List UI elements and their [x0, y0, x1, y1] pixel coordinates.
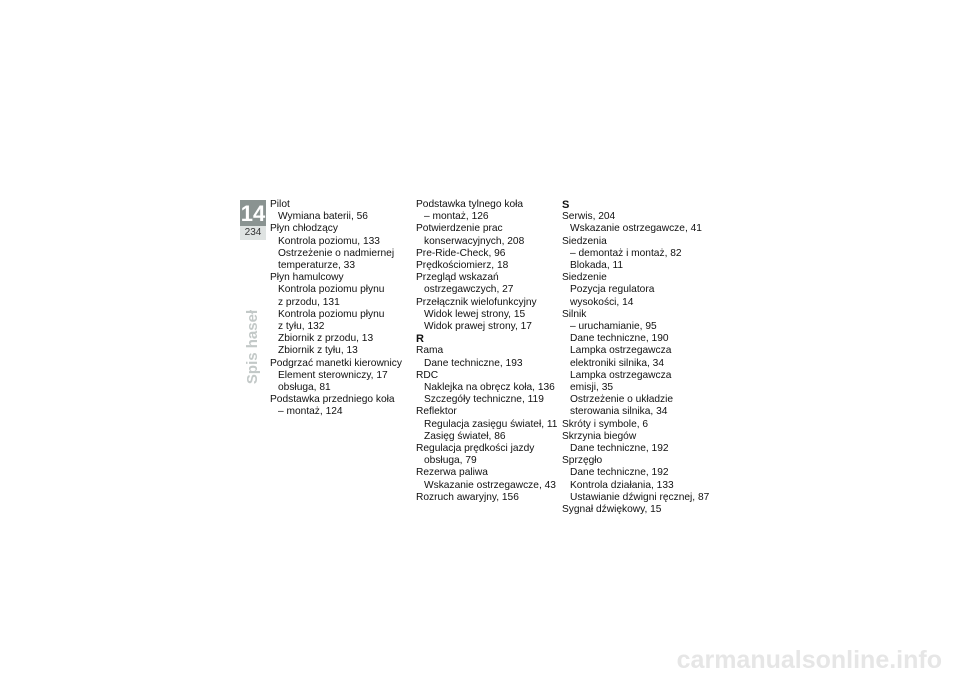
index-subentry: Ustawianie dźwigni ręcznej, 87	[570, 491, 710, 503]
index-entry: RDC	[416, 369, 439, 381]
index-subentry: Wskazanie ostrzegawcze, 43	[424, 479, 556, 491]
index-entry: Skróty i symbole, 6	[562, 418, 649, 430]
index-subentry: Kontrola poziomu, 133	[278, 235, 380, 247]
page-number: 234	[240, 226, 266, 240]
index-letter-heading: S	[562, 199, 570, 211]
index-subentry: Blokada, 11	[570, 260, 624, 272]
index-entry: Siedzenie	[562, 272, 607, 284]
index-subentry: Naklejka na obręcz koła, 136	[424, 382, 555, 394]
index-subentry: Kontrola poziomu płynu	[278, 284, 385, 296]
index-letter-heading: R	[416, 333, 424, 346]
index-entry: Potwierdzenie prac	[416, 223, 503, 235]
index-entry: Płyn hamulcowy	[270, 272, 344, 284]
chapter-tab	[240, 200, 266, 227]
index-subentry: wysokości, 14	[570, 296, 634, 308]
index-subentry: z tyłu, 132	[278, 321, 325, 333]
index-subentry: konserwacyjnych, 208	[424, 235, 525, 247]
index-column-2	[416, 199, 566, 504]
index-subentry: Dane techniczne, 190	[570, 333, 669, 345]
index-subentry: emisji, 35	[570, 382, 614, 394]
index-subentry: Ostrzeżenie o układzie	[570, 394, 674, 406]
index-entry: Podstawka tylnego koła	[416, 199, 524, 210]
index-subentry: Pozycja regulatora	[570, 284, 655, 296]
index-entry: Reflektor	[416, 406, 457, 418]
index-entry: Przełącznik wielofunkcyjny	[416, 296, 537, 308]
index-entry: Regulacja prędkości jazdy	[416, 443, 535, 455]
index-column-3	[562, 199, 712, 516]
index-entry: Sygnał dźwiękowy, 15	[562, 504, 662, 516]
watermark: carmanualsonline.info	[676, 646, 942, 674]
index-subentry: sterowania silnika, 34	[570, 406, 668, 418]
index-subentry: Dane techniczne, 192	[570, 467, 669, 479]
section-title-vertical	[241, 309, 263, 385]
index-subentry: Szczegóły techniczne, 119	[424, 394, 544, 406]
index-subentry: elektroniki silnika, 34	[570, 357, 664, 369]
index-subentry: – uruchamianie, 95	[570, 321, 657, 333]
index-subentry: – demontaż i montaż, 82	[570, 247, 682, 259]
index-subentry: z przodu, 131	[278, 296, 340, 308]
index-subentry: – montaż, 124	[278, 406, 343, 418]
index-entry: Silnik	[562, 308, 587, 320]
index-subentry: Element sterowniczy, 17	[278, 369, 388, 381]
index-entry: Rama	[416, 345, 444, 357]
index-subentry: Lampka ostrzegawcza	[570, 345, 672, 357]
index-column-1	[270, 199, 420, 419]
index-subentry: ostrzegawczych, 27	[424, 284, 514, 296]
index-subentry: Dane techniczne, 193	[424, 357, 523, 369]
index-entry: Pre-Ride-Check, 96	[416, 247, 506, 259]
index-entry: Rezerwa paliwa	[416, 467, 488, 479]
index-entry: Płyn chłodzący	[270, 223, 338, 235]
index-subentry: Widok lewej strony, 15	[424, 308, 526, 320]
index-entry: Przegląd wskazań	[416, 272, 499, 284]
index-entry: Sprzęgło	[562, 455, 603, 467]
index-entry: Siedzenia	[562, 235, 607, 247]
index-entry: Serwis, 204	[562, 211, 616, 223]
index-subentry: Zbiornik z tyłu, 13	[278, 345, 358, 357]
index-subentry: obsługa, 81	[278, 382, 331, 394]
index-subentry: Dane techniczne, 192	[570, 443, 669, 455]
index-subentry: Ostrzeżenie o nadmiernej	[278, 247, 395, 259]
index-entry: Podstawka przedniego koła	[270, 394, 395, 406]
section-title-text: Spis haseł	[243, 309, 261, 385]
index-subentry: – montaż, 126	[424, 211, 489, 223]
chapter-number: 14	[240, 201, 266, 226]
index-subentry: Wymiana baterii, 56	[278, 211, 368, 223]
index-subentry: Wskazanie ostrzegawcze, 41	[570, 223, 702, 235]
index-subentry: Lampka ostrzegawcza	[570, 369, 672, 381]
index-subentry: Zasięg świateł, 86	[424, 430, 506, 442]
index-entry: Podgrzać manetki kierownicy	[270, 357, 402, 369]
index-subentry: Regulacja zasięgu świateł, 11	[424, 418, 558, 430]
index-subentry: Widok prawej strony, 17	[424, 321, 532, 333]
index-subentry: Zbiornik z przodu, 13	[278, 333, 374, 345]
index-subentry: Kontrola poziomu płynu	[278, 308, 385, 320]
index-subentry: temperaturze, 33	[278, 260, 356, 272]
index-subentry: obsługa, 79	[424, 455, 477, 467]
index-entry: Prędkościomierz, 18	[416, 260, 509, 272]
index-entry: Pilot	[270, 199, 290, 210]
index-entry: Skrzynia biegów	[562, 430, 637, 442]
index-subentry: Kontrola działania, 133	[570, 479, 674, 491]
index-entry: Rozruch awaryjny, 156	[416, 491, 519, 503]
